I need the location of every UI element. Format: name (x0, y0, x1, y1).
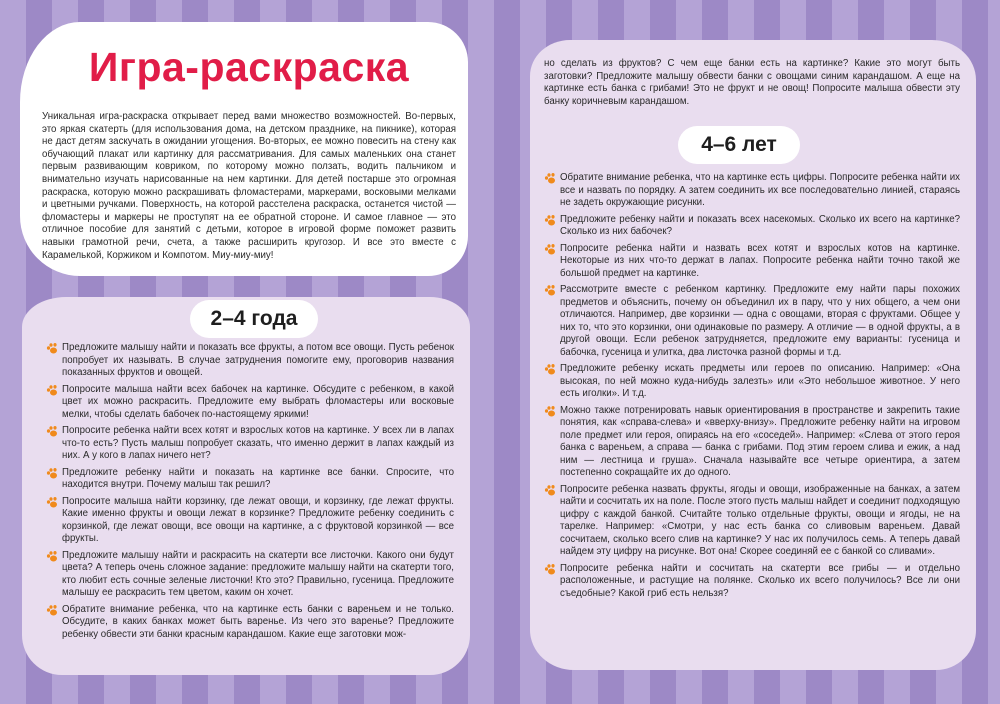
list-item (544, 214, 960, 239)
list-item-text: Попросите ребенка назвать фрукты, ягоды и овощи, изображенные на банках, а затем найти и сосчитать их на поле. После этого пусть малыш найдет и соединит подходящую цифру с каждой банкой. Считайте только отдельные фрукты, овощи и ягоды, не на тарелке. Например: «Смотри, у нас есть банка со сливовым вареньем. Давай сосчитаем, сколько всего слив на картинке? У нас их получилось семь. А теперь давай найдем эту цифру на рисунке. Вот она! Скорее соединяй ее с банкой со сливами». (560, 483, 960, 557)
list-item (46, 550, 454, 600)
paw-icon (544, 364, 557, 375)
list-item-text: Попросите ребенка найти и сосчитать на скатерти все грибы — и отдельно расположенные, и растущие на полянке. Сколько их всего получилось? Все ли они съедобные? Какой гриб есть нельзя? (560, 562, 960, 599)
paw-icon (544, 285, 557, 296)
paw-icon (46, 426, 59, 437)
page-title: Игра-раскраска (88, 44, 410, 90)
list-item-text: Можно также потренировать навык ориентирования в пространстве и закрепить такие понятия, как «справа-слева» и «вверху-внизу». Предложите ребенку найти на игровом поле предмет или героя, опираясь на его «соседей». Например: «Слева от этого героя банка с вареньем, а справа — банка с грибами. Под этим героем слива и ежик, а над ним — лестница и груша». Сначала называйте все четыре ориентира, а затем постепенно сокращайте их до одного. (560, 404, 960, 478)
list-item (544, 243, 960, 281)
paw-icon (544, 406, 557, 417)
list-item (46, 425, 454, 463)
list-item-text: Обратите внимание ребенка, что на картинке есть цифры. Попросите ребенка найти их все и назвать по порядку. А затем соединить их все последовательно линией, стараясь не задеть окружающие рисунки. (560, 172, 960, 208)
paw-icon (544, 173, 557, 184)
list-item-text: Предложите малышу найти и раскрасить на скатерти все листочки. Какого они будут цвета? А теперь очень сложное задание: предложите малышу найти на скатерти того, кто любит есть сочные зеленые листочки! Кто это? Правильно, гусеница. Предложите малышу ее раскрасить тем цветом, каким он хочет. (62, 549, 454, 598)
paw-icon (544, 564, 557, 575)
list-item (544, 563, 960, 601)
section-2-4-panel (22, 297, 470, 675)
list-item (544, 405, 960, 480)
paw-icon (46, 343, 59, 354)
section-2-4-heading: 2–4 года (190, 300, 318, 338)
section-2-4-list (46, 342, 454, 641)
list-item (544, 363, 960, 401)
list-item-text: Предложите ребенку найти и показать всех насекомых. Сколько их всего на картинке? Сколько из них бабочек? (560, 213, 960, 237)
paw-icon (46, 605, 59, 616)
paw-icon (544, 215, 557, 226)
section-4-6-list (544, 172, 960, 600)
list-item-text: Попросите малыша найти всех бабочек на картинке. Обсудите с ребенком, в какой цвет их можно раскрасить. Предложите ему выбрать фломастеры или восковые мелки, чтобы сделать бабочек по-настоящему яркими! (62, 383, 454, 420)
list-item-text: Обратите внимание ребенка, что на картинке есть банки с вареньем и не только. Обсудите, в каких банках может быть варенье. Из чего это варенье? Предложите ребенку обвести эти банки красным карандашом. Какие еще заготовки мож- (62, 603, 454, 640)
list-item-text: Предложите малышу найти и показать все фрукты, а потом все овощи. Пусть ребенок попробует их называть. В случае затруднения помогите ему, проговорив названия показанных фруктов и овощей. (62, 342, 454, 378)
list-item (46, 384, 454, 422)
continued-text: но сделать из фруктов? С чем еще банки есть на картинке? Какие это могут быть заготовки? Предложите малышу обвести банки с овощами синим карандашом. А еще на картинке есть банка с грибами! Это не фрукт и не овощ! Попросите малыша обвести эту банку коричневым карандашом. (544, 58, 960, 107)
paw-icon (46, 497, 59, 508)
list-item-text: Предложите ребенку найти и показать на картинке все банки. Спросите, что находится внутри. Почему малыш так решил? (62, 466, 454, 490)
list-item-text: Попросите малыша найти корзинку, где лежат овощи, и корзинку, где лежат фрукты. Какие именно фрукты и овощи лежат в корзинке? Предложите ребенку соединить с корзинкой, где лежат овощи, все овощи на картинке, а с фруктовой корзинкой — все фрукты. (62, 495, 454, 544)
list-item-text: Рассмотрите вместе с ребенком картинку. Предложите ему найти пары похожих предметов и объяснить, почему он объединил их в пару, что у них общего, а чем они отличаются. Например, две корзинки — одна с овощами, вторая с фруктами. Общее у них то, что это корзинки, они одинаковые по размеру. А отличие — в одной фрукты, а в другой овощи. Если ребенок затрудняется, предложите ему варианты: гусеница и бабочка, гусеница и улитка, два листочка разной формы и т.д. (560, 284, 960, 358)
list-item (46, 467, 454, 492)
list-item (544, 284, 960, 359)
paw-icon (544, 485, 557, 496)
list-item-text: Попросите ребенка найти всех котят и взрослых котов на картинке. У всех ли в лапах что-то есть? Пусть малыш попробует сказать, что именно держит в лапах каждый из них. А у кого в лапах ничего нет? (62, 425, 454, 461)
paw-icon (46, 551, 59, 562)
intro-text: Уникальная игра-раскраска открывает перед вами множество возможностей. Во-первых, это яркая скатерть (для использования дома, на детском празднике, на пикнике), которая не даст детям заскучать в ожидании угощения. Во-вторых, ее можно повесить на стену как обучающий плакат или картинку для рассматривания. Для самых маленьких она станет первым развивающим ковриком, по которому можно ползать, водить пальчиком и внимательно изучать нарисованные на нем картинки. Для детей постарше это огромная раскраска, которую можно раскрашивать фломастерами, маркерами, восковыми мелками и цветными ручками. Поверхность, на которой расстелена раскраска, останется чистой — фломастеры и маркеры не проступят на ее обратной стороне. И самое главное — это отличное пособие для занятий с детьми, которое в игровой форме поможет развить навыки грамотной речи, счета, а также расширить кругозор. И все это вместе с Карамелькой, Коржиком и Компотом. Миу-миу-миу! (42, 111, 456, 261)
list-item-text: Предложите ребенку искать предметы или героев по описанию. Например: «Она высокая, по ней можно куда-нибудь залезть» или «Это небольшое животное. У него есть иголки». И т.д. (560, 363, 960, 399)
list-item (46, 496, 454, 546)
paw-icon (46, 468, 59, 479)
list-item (544, 484, 960, 559)
section-4-6-heading: 4–6 лет (678, 126, 800, 164)
list-item-text: Попросите ребенка найти и назвать всех котят и взрослых котов на картинке. Некоторые из них что-то держат в лапах. Попросите ребенка найти точно такой же большой предмет на картинке. (560, 242, 960, 279)
list-item (544, 172, 960, 210)
intro-panel (20, 22, 468, 276)
paw-icon (46, 385, 59, 396)
paw-icon (544, 244, 557, 255)
list-item (46, 342, 454, 380)
list-item (46, 604, 454, 642)
